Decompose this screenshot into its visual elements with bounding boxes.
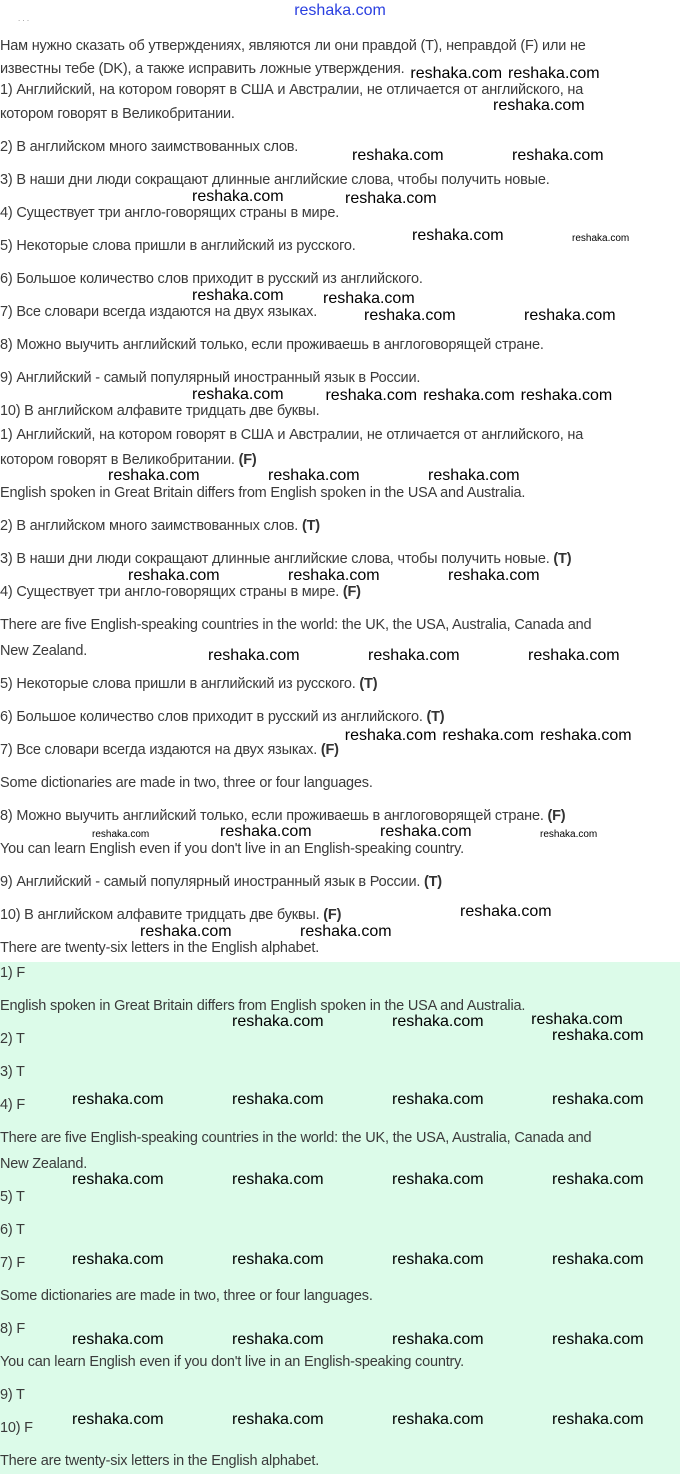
line-text: 3) В наши дни люди сокращают длинные английские слова, чтобы получить новые. (0, 172, 550, 188)
line-text: 2) T (0, 1031, 25, 1047)
watermark: reshaka.com (552, 1091, 644, 1108)
question-line (0, 139, 298, 155)
line-text: 8) Можно выучить английский только, если проживаешь в англоговорящей стране. (0, 337, 544, 353)
line-text: 6) Большое количество слов приходит в русский из английского. (0, 271, 423, 287)
watermark: reshaka.com (460, 903, 552, 920)
watermark: reshaka.com (72, 1091, 164, 1108)
short-answer-line (0, 1453, 319, 1469)
line-text: 2) В английском много заимствованных слов. (0, 139, 299, 155)
question-line (0, 172, 550, 188)
line-text: Some dictionaries are made in two, three or four languages. (0, 1288, 373, 1304)
line-text: 5) T (0, 1189, 25, 1205)
watermark: reshaka.com (524, 307, 616, 324)
answer-mark: (F) (323, 907, 342, 923)
watermark: reshaka.com (72, 1251, 164, 1268)
line-text: 7) F (0, 1255, 25, 1271)
line-text: 2) В английском много заимствованных слов. (0, 518, 302, 534)
line-text: 10) F (0, 1420, 33, 1436)
intro-line: Нам нужно сказать об утверждениях, являются ли они правдой (T), неправдой (F) или не (0, 38, 586, 54)
watermark: reshaka.com (508, 65, 600, 82)
watermark: reshaka.com (392, 1251, 484, 1268)
line-text: There are twenty-six letters in the English alphabet. (0, 1453, 320, 1469)
answer-line (0, 775, 373, 791)
answer-line (0, 485, 525, 501)
line-text: 9) Английский - самый популярный иностранный язык в России. (0, 874, 425, 890)
question-line (0, 271, 423, 287)
answer-line (0, 643, 87, 659)
answer-mark: (T) (359, 676, 378, 692)
watermark: reshaka.com (412, 227, 504, 244)
short-answer-line (0, 1321, 25, 1337)
line-text: 1) Английский, на котором говорят в США и Австралии, не отличается от английского, на (0, 427, 584, 443)
line-text: There are five English-speaking countries in the world: the UK, the USA, Australia, Canada and (0, 1130, 592, 1146)
line-text: 4) Существует три англо-говорящих страны в мире. (0, 205, 340, 221)
question-line (0, 370, 420, 386)
answer-line (0, 617, 591, 633)
watermark: reshaka.com (448, 567, 540, 584)
watermark: reshaka.com (128, 567, 220, 584)
watermark: reshaka.com (232, 1171, 324, 1188)
watermark: reshaka.com (380, 823, 472, 840)
watermark: reshaka.com (552, 1251, 644, 1268)
watermark: reshaka.com (345, 190, 437, 207)
question-line (0, 304, 317, 320)
line-text: 5) Некоторые слова пришли в английский из русского. (0, 238, 356, 254)
watermark: reshaka.com (72, 1331, 164, 1348)
question-line (0, 403, 319, 419)
line-text: котором говорят в Великобритании. (0, 452, 239, 468)
watermark: reshaka.com (540, 829, 598, 840)
watermark: reshaka.com (325, 387, 418, 404)
watermark: reshaka.com (428, 467, 520, 484)
short-answer-line (0, 998, 525, 1014)
answer-line (0, 841, 464, 857)
answer-line (0, 742, 339, 758)
answer-mark: (T) (424, 874, 442, 890)
line-text: 8) Можно выучить английский только, если проживаешь в англоговорящей стране. (0, 808, 548, 824)
watermark: reshaka.com (392, 1331, 484, 1348)
short-answer-line (0, 1097, 25, 1113)
watermark: reshaka.com (552, 1027, 644, 1044)
line-text: 6) Большое количество слов приходит в русский из английского. (0, 709, 427, 725)
watermark: reshaka.com (442, 727, 534, 744)
watermark: reshaka.com (528, 647, 620, 664)
line-text: 5) Некоторые слова пришли в английский из русского. (0, 676, 360, 692)
short-answer-line (0, 1222, 25, 1238)
line-text: You can learn English even if you don't live in an English-speaking country. (0, 1354, 464, 1370)
watermark: reshaka.com (392, 1013, 484, 1030)
answer-mark: (T) (426, 709, 445, 725)
watermark: reshaka.com (232, 1411, 324, 1428)
line-text: There are five English-speaking countries in the world: the UK, the USA, Australia, Canada and (0, 617, 592, 633)
watermark: reshaka.com (232, 1091, 324, 1108)
watermark: reshaka.com (493, 97, 585, 114)
answer-mark: (F) (342, 584, 361, 600)
watermark: reshaka.com (232, 1013, 324, 1030)
watermark: reshaka.com (552, 1331, 644, 1348)
answer-line (0, 518, 320, 534)
question-line (0, 82, 583, 98)
question-line (0, 238, 356, 254)
line-text: 9) T (0, 1387, 25, 1403)
watermark: reshaka.com (392, 1091, 484, 1108)
short-answer-line (0, 965, 25, 981)
line-text: You can learn English even if you don't live in an English-speaking country. (0, 841, 464, 857)
short-answer-line (0, 1354, 464, 1370)
answer-line (0, 427, 583, 443)
line-text: Some dictionaries are made in two, three or four languages. (0, 775, 373, 791)
question-line (0, 106, 235, 122)
watermark: reshaka.com (352, 147, 444, 164)
answer-line (0, 709, 444, 725)
answer-mark: (T) (553, 551, 572, 567)
answer-line (0, 940, 319, 956)
line-text: 1) Английский, на котором говорят в США и Австралии, не отличается от английского, на (0, 82, 584, 98)
short-answer-line (0, 1288, 373, 1304)
line-text: New Zealand. (0, 1156, 88, 1172)
watermark: reshaka.com (423, 387, 515, 404)
watermark: reshaka.com (368, 647, 460, 664)
intro-line: известны тебе (DK), а также исправить ложные утверждения. (0, 61, 405, 77)
watermark: reshaka.com (108, 467, 200, 484)
watermark: reshaka.com (552, 1171, 644, 1188)
answer-mark: (F) (547, 808, 566, 824)
line-text: 7) Все словари всегда издаются на двух языках. (0, 304, 318, 320)
watermark: reshaka.com (192, 287, 284, 304)
watermark: reshaka.com (520, 387, 613, 404)
site-watermark: reshaka.com (294, 2, 386, 19)
watermark: reshaka.com (300, 923, 392, 940)
answer-line (0, 874, 442, 890)
watermark: reshaka.com (572, 233, 630, 244)
question-line (0, 205, 339, 221)
line-text: 4) Существует три англо-говорящих страны в мире. (0, 584, 343, 600)
watermark: reshaka.com (364, 307, 456, 324)
answer-line (0, 907, 341, 923)
watermark: reshaka.com (288, 567, 380, 584)
line-text: котором говорят в Великобритании. (0, 106, 235, 122)
watermark: reshaka.com (232, 1251, 324, 1268)
line-text: English spoken in Great Britain differs from English spoken in the USA and Australia. (0, 485, 526, 501)
line-text: 9) Английский - самый популярный иностранный язык в России. (0, 370, 421, 386)
watermark: reshaka.com (140, 923, 232, 940)
line-text: 10) В английском алфавите тридцать две буквы. (0, 907, 324, 923)
answer-line (0, 808, 565, 824)
answer-line (0, 452, 257, 468)
watermark: reshaka.com (208, 647, 300, 664)
watermark: reshaka.com (512, 147, 604, 164)
line-text: New Zealand. (0, 643, 88, 659)
line-text: 1) F (0, 965, 25, 981)
line-text: 3) В наши дни люди сокращают длинные английские слова, чтобы получить новые. (0, 551, 554, 567)
watermark: reshaka.com (72, 1411, 164, 1428)
short-answer-line (0, 1064, 25, 1080)
watermark: reshaka.com (268, 467, 360, 484)
line-text: English spoken in Great Britain differs from English spoken in the USA and Australia. (0, 998, 526, 1014)
line-text: 7) Все словари всегда издаются на двух языках. (0, 742, 321, 758)
watermark: reshaka.com (344, 727, 437, 744)
short-answer-line (0, 1255, 25, 1271)
short-answer-line (0, 1130, 591, 1146)
answer-mark: (F) (238, 452, 257, 468)
short-answer-line (0, 1031, 25, 1047)
answer-mark: (F) (320, 742, 339, 758)
short-answer-line (0, 1189, 25, 1205)
watermark: reshaka.com (92, 829, 150, 840)
answer-line (0, 584, 361, 600)
short-answer-line (0, 1156, 87, 1172)
watermark: reshaka.com (232, 1331, 324, 1348)
line-text: There are twenty-six letters in the English alphabet. (0, 940, 320, 956)
answer-line (0, 551, 571, 567)
watermark: reshaka.com (220, 823, 312, 840)
short-answer-line (0, 1387, 25, 1403)
question-line (0, 337, 544, 353)
line-text: 6) T (0, 1222, 25, 1238)
answer-line (0, 676, 377, 692)
watermark: reshaka.com (531, 1011, 623, 1028)
watermark: reshaka.com (410, 65, 503, 82)
short-answer-line (0, 1420, 33, 1436)
watermark: reshaka.com (392, 1171, 484, 1188)
line-text: 4) F (0, 1097, 25, 1113)
watermark: reshaka.com (552, 1411, 644, 1428)
line-text: 3) T (0, 1064, 25, 1080)
line-text: 10) В английском алфавите тридцать две буквы. (0, 403, 320, 419)
watermark: reshaka.com (192, 386, 284, 403)
watermark: reshaka.com (72, 1171, 164, 1188)
line-text: 8) F (0, 1321, 25, 1337)
faded-text: . . . (18, 14, 30, 23)
watermark: reshaka.com (392, 1411, 484, 1428)
answer-mark: (T) (301, 518, 320, 534)
watermark: reshaka.com (192, 188, 284, 205)
watermark: reshaka.com (539, 727, 632, 744)
watermark: reshaka.com (323, 290, 415, 307)
